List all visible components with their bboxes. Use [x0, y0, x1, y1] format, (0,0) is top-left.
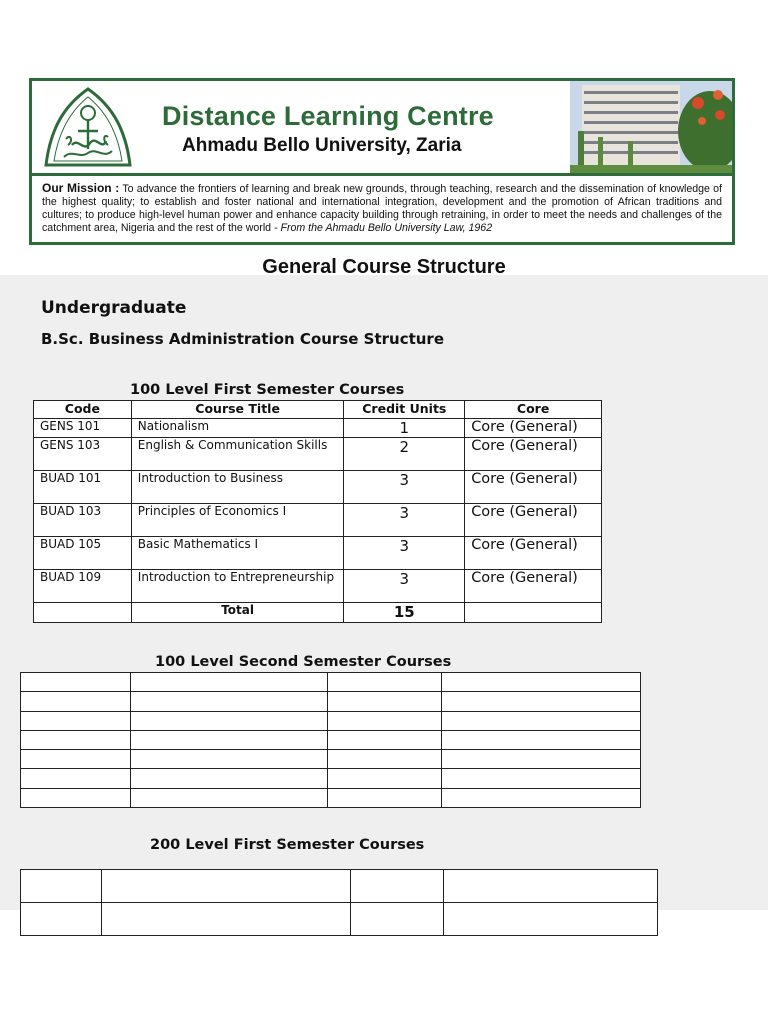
table-row	[21, 673, 641, 692]
total-row	[34, 603, 602, 623]
course-core: Core (General)	[465, 471, 602, 504]
table-row	[21, 903, 658, 936]
table-row	[21, 788, 641, 807]
course-title: English & Communication Skills	[131, 438, 344, 471]
credit-units: 3	[344, 570, 465, 603]
empty-cell	[101, 870, 351, 903]
empty-cell	[442, 730, 641, 749]
courses-table-100-first	[33, 400, 602, 623]
table-title-200-first: 200 Level First Semester Courses	[150, 837, 425, 853]
empty-cell	[21, 692, 131, 711]
university-name: Ahmadu Bello University, Zaria	[182, 135, 462, 156]
course-code: BUAD 103	[34, 504, 132, 537]
empty-cell	[444, 903, 658, 936]
course-code: BUAD 101	[34, 471, 132, 504]
course-title: Nationalism	[131, 419, 344, 438]
course-core: Core (General)	[465, 537, 602, 570]
programme-heading: B.Sc. Business Administration Course Structure	[41, 330, 445, 348]
mission-statement	[42, 182, 722, 235]
table-row	[34, 438, 602, 471]
mission-label: Our Mission :	[42, 181, 120, 195]
empty-cell	[442, 673, 641, 692]
course-core: Core (General)	[465, 570, 602, 603]
table-row	[21, 692, 641, 711]
empty-cell	[442, 711, 641, 730]
centre-name: Distance Learning Centre	[162, 101, 494, 131]
table-row	[34, 504, 602, 537]
total-label: Total	[131, 603, 344, 623]
column-header: Code	[34, 401, 132, 419]
column-header: Credit Units	[344, 401, 465, 419]
empty-cell	[21, 788, 131, 807]
table-title-100-first: 100 Level First Semester Courses	[130, 382, 405, 398]
empty-cell	[465, 603, 602, 623]
empty-cell	[351, 870, 444, 903]
table-row	[34, 419, 602, 438]
empty-cell	[21, 903, 102, 936]
empty-cell	[21, 750, 131, 769]
abu-crest-logo	[42, 87, 134, 169]
course-title: Introduction to Business	[131, 471, 344, 504]
empty-cell	[444, 870, 658, 903]
mission-source: - From the Ahmadu Bello University Law, 1962	[274, 222, 493, 235]
empty-cell	[130, 769, 328, 788]
mission-text: To advance the frontiers of learning and break new grounds, through teaching, research and the dissemination of knowledge of the highest quality; to establish and foster national and international integration, development and the promotion of African traditions and cultures; to produce high-level human power and enhance capacity building through retraining, in order to meet the needs and challenges of the catchment area, Nigeria and the rest of the world	[42, 183, 722, 235]
table-title-100-second: 100 Level Second Semester Courses	[155, 654, 452, 670]
empty-cell	[101, 903, 351, 936]
empty-cell	[328, 769, 442, 788]
empty-cell	[328, 750, 442, 769]
empty-cell	[21, 673, 131, 692]
empty-cell	[130, 692, 328, 711]
course-core: Core (General)	[465, 419, 602, 438]
course-core: Core (General)	[465, 504, 602, 537]
empty-cell	[328, 788, 442, 807]
course-code: BUAD 109	[34, 570, 132, 603]
credit-units: 3	[344, 504, 465, 537]
empty-cell	[34, 603, 132, 623]
empty-cell	[21, 711, 131, 730]
credit-units: 1	[344, 419, 465, 438]
dlc-banner	[29, 78, 735, 245]
empty-cell	[328, 692, 442, 711]
empty-cell	[21, 769, 131, 788]
credit-units: 3	[344, 537, 465, 570]
table-row	[21, 711, 641, 730]
course-code: GENS 101	[34, 419, 132, 438]
banner-top	[32, 81, 732, 176]
table-row	[21, 870, 658, 903]
empty-cell	[351, 903, 444, 936]
courses-table-100-second	[20, 672, 641, 808]
empty-cell	[328, 673, 442, 692]
empty-cell	[21, 730, 131, 749]
course-title: Principles of Economics I	[131, 504, 344, 537]
page-title: General Course Structure	[262, 256, 506, 278]
column-header: Course Title	[131, 401, 344, 419]
credit-units: 3	[344, 471, 465, 504]
empty-cell	[21, 870, 102, 903]
section-heading: Undergraduate	[41, 298, 187, 318]
empty-cell	[130, 730, 328, 749]
course-code: BUAD 105	[34, 537, 132, 570]
table-row	[21, 769, 641, 788]
table-row	[34, 471, 602, 504]
course-core: Core (General)	[465, 438, 602, 471]
column-header: Core	[465, 401, 602, 419]
course-code: GENS 103	[34, 438, 132, 471]
empty-cell	[130, 750, 328, 769]
campus-building-photo	[570, 81, 732, 173]
course-title: Introduction to Entrepreneurship	[131, 570, 344, 603]
table-row	[21, 750, 641, 769]
empty-cell	[130, 673, 328, 692]
empty-cell	[130, 711, 328, 730]
empty-cell	[442, 788, 641, 807]
table-row	[21, 730, 641, 749]
courses-table-200-first	[20, 869, 658, 936]
course-title: Basic Mathematics I	[131, 537, 344, 570]
table-row	[34, 537, 602, 570]
empty-cell	[328, 730, 442, 749]
table-row	[34, 570, 602, 603]
credit-units: 2	[344, 438, 465, 471]
empty-cell	[328, 711, 442, 730]
empty-cell	[442, 769, 641, 788]
empty-cell	[130, 788, 328, 807]
empty-cell	[442, 750, 641, 769]
empty-cell	[442, 692, 641, 711]
total-value: 15	[344, 603, 465, 623]
